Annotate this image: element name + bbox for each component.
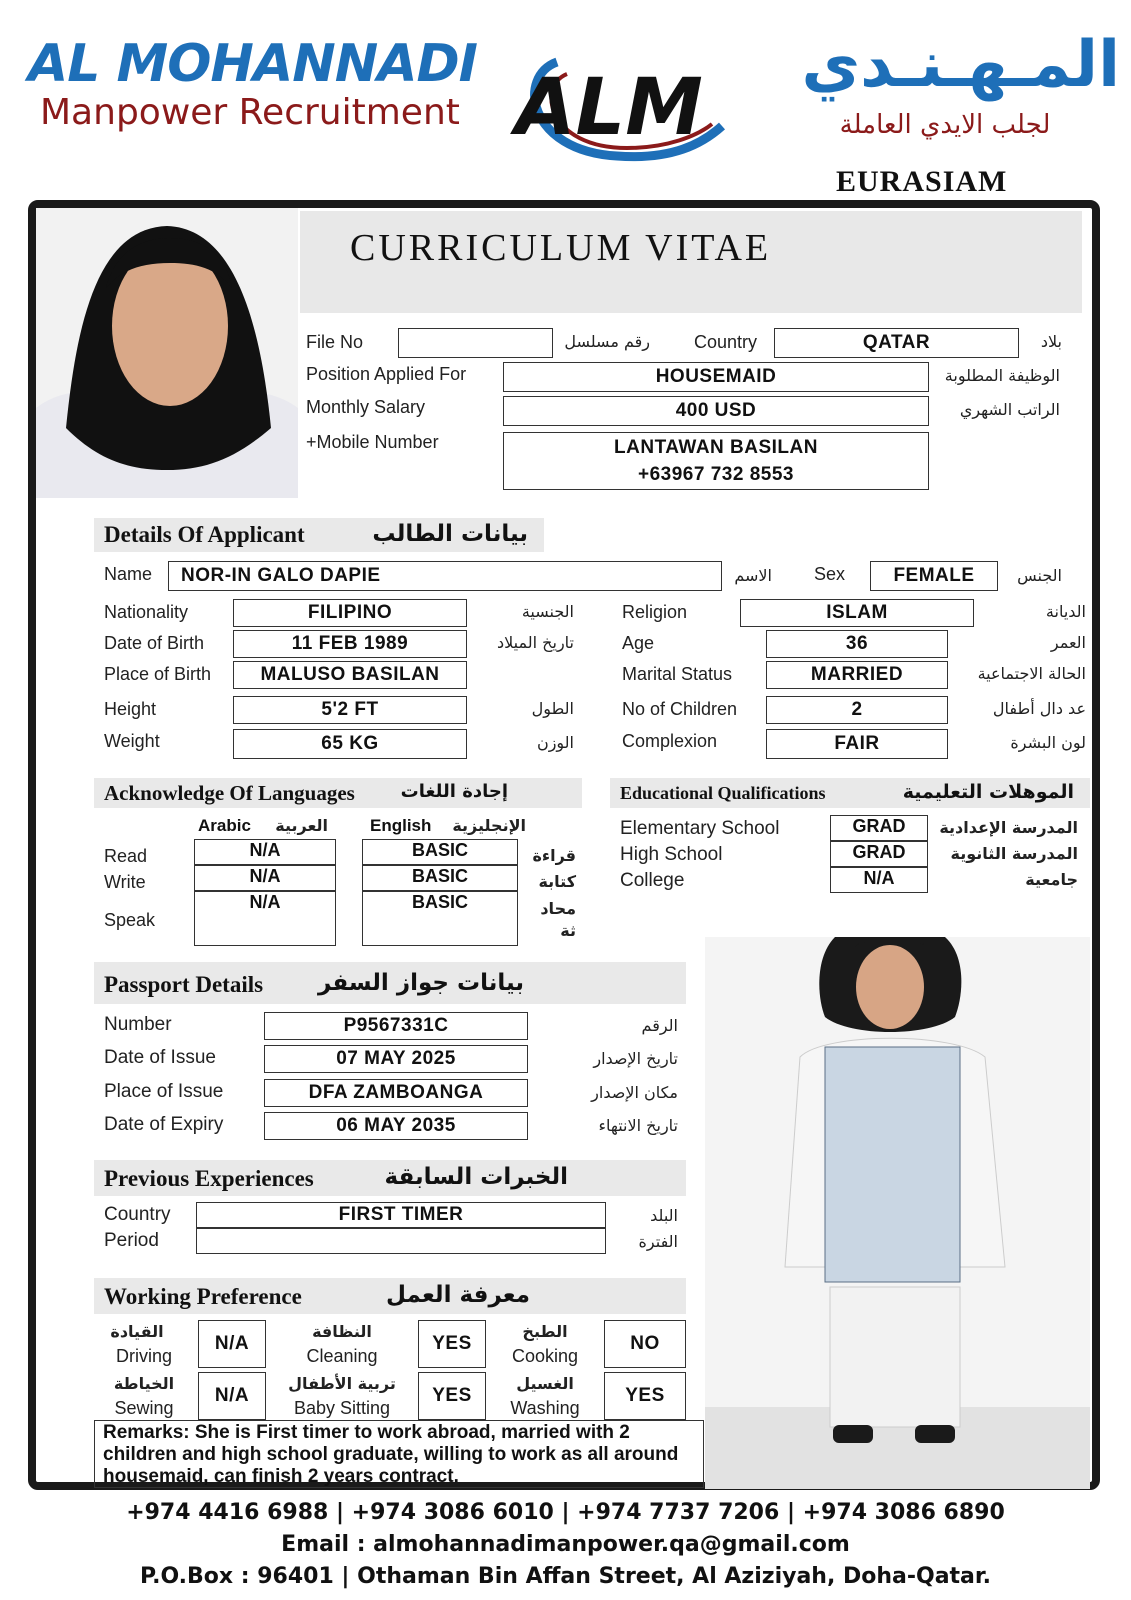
speak-label: Speak	[104, 910, 156, 930]
sex-label-arabic: الجنس	[1017, 566, 1062, 585]
read-label: Read	[104, 846, 148, 866]
elementary-label-arabic: المدرسة الإعدادية	[939, 818, 1078, 837]
highschool-label: High School	[620, 844, 723, 865]
passport-number-label-arabic: الرقم	[641, 1016, 678, 1035]
sex-field: FEMALE	[870, 561, 998, 591]
applicant-section-title-arabic: بيانات الطالب	[372, 521, 528, 547]
languages-section-title: Acknowledge Of Languages	[104, 781, 355, 805]
marital-label: Marital Status	[622, 664, 733, 684]
file-no-field	[398, 328, 553, 358]
company-name-arabic: المـهـنـدي	[801, 28, 1120, 102]
company-name: AL MOHANNADI	[28, 34, 477, 94]
height-field: 5'2 FT	[233, 696, 467, 724]
mobile-line-1: LANTAWAN BASILAN	[614, 437, 818, 458]
preference-section-title: Working Preference	[104, 1284, 302, 1309]
dob-label-arabic: تاريخ الميلاد	[497, 633, 574, 652]
country-field: QATAR	[774, 328, 1019, 358]
experience-section-title: Previous Experiences	[104, 1166, 314, 1191]
english-column-head-arabic: الإنجليزية	[452, 816, 526, 835]
cooking-label: Cooking	[511, 1346, 579, 1366]
college-value: N/A	[830, 867, 928, 893]
baby-sitting-label-arabic: تربية الأطفال	[288, 1374, 396, 1393]
name-field: NOR-IN GALO DAPIE	[168, 561, 722, 591]
baby-sitting-label: Baby Sitting	[293, 1398, 391, 1418]
cleaning-value: YES	[418, 1320, 486, 1368]
marital-label-arabic: الحالة الاجتماعية	[977, 664, 1086, 683]
nationality-field: FILIPINO	[233, 599, 467, 627]
complexion-label-arabic: لون البشرة	[1010, 733, 1086, 752]
driving-label: Driving	[115, 1346, 172, 1366]
footer-phones: +974 4416 6988 | +974 3086 6010 | +974 7737 7206 | +974 3086 6890	[126, 1500, 1005, 1525]
mobile-label: +Mobile Number	[306, 432, 439, 452]
education-section-title: Educational Qualifications	[620, 783, 826, 803]
english-read-cell: BASIC	[362, 839, 518, 865]
weight-label-arabic: الوزن	[536, 733, 574, 752]
passport-number-label: Number	[104, 1014, 172, 1035]
place-of-issue-label-arabic: مكان الإصدار	[591, 1083, 678, 1102]
washing-label-arabic: الغسيل	[516, 1374, 574, 1393]
experience-country-field: FIRST TIMER	[196, 1202, 606, 1228]
dob-field: 11 FEB 1989	[233, 630, 467, 658]
english-column-head: English	[370, 816, 432, 835]
company-tagline: Manpower Recruitment	[40, 92, 460, 133]
sewing-value: N/A	[198, 1372, 266, 1420]
place-of-issue-field: DFA ZAMBOANGA	[264, 1079, 528, 1107]
mobile-line-2: +63967 732 8553	[638, 464, 794, 485]
cooking-label-arabic: الطبخ	[522, 1322, 568, 1341]
position-label-arabic: الوظيفة المطلوبة	[944, 366, 1060, 385]
passport-section-title-arabic: بيانات جواز السفر	[318, 970, 524, 996]
file-no-label: File No	[306, 332, 364, 352]
speak-label-arabic: محاد ثة	[540, 899, 576, 940]
complexion-label: Complexion	[622, 731, 718, 751]
footer-address: P.O.Box : 96401 | Othaman Bin Affan Street, Al Aziziyah, Doha-Qatar.	[140, 1564, 991, 1589]
remarks-box: Remarks: She is First timer to work abroad, married with 2 children and high school graduate, willing to work as all around housemaid, can finish 2 years contract.	[94, 1420, 704, 1488]
passport-number-field: P9567331C	[264, 1012, 528, 1040]
pob-field: MALUSO BASILAN	[233, 661, 467, 689]
arabic-column-head: Arabic	[198, 816, 251, 835]
religion-label: Religion	[622, 602, 688, 622]
complexion-field: FAIR	[766, 729, 948, 759]
religion-label-arabic: الديانة	[1045, 602, 1086, 621]
sewing-label: Sewing	[114, 1398, 174, 1418]
arabic-read-cell: N/A	[194, 839, 336, 865]
english-speak-cell: BASIC	[362, 891, 518, 946]
experience-section-title-arabic: الخبرات السابقة	[384, 1164, 568, 1190]
position-field: HOUSEMAID	[503, 362, 929, 392]
marital-field: MARRIED	[766, 661, 948, 689]
washing-label: Washing	[510, 1398, 580, 1418]
sewing-label-arabic: الخياطة	[113, 1374, 175, 1393]
age-field: 36	[766, 630, 948, 658]
name-label: Name	[104, 564, 153, 584]
elementary-label: Elementary School	[620, 818, 780, 839]
country-label-arabic: بلاد	[1040, 332, 1062, 351]
read-label-arabic: قراءة	[532, 846, 576, 865]
alm-logo-icon	[497, 56, 727, 166]
pob-label: Place of Birth	[104, 664, 212, 684]
date-of-issue-label-arabic: تاريخ الإصدار	[593, 1049, 678, 1068]
dob-label: Date of Birth	[104, 633, 205, 653]
experience-period-field	[196, 1228, 606, 1254]
applicant-section-title: Details Of Applicant	[104, 522, 305, 547]
salary-label: Monthly Salary	[306, 397, 426, 417]
company-tagline-arabic: لجلب الايدي العاملة	[839, 110, 1051, 140]
logo-letters: ALM	[515, 63, 703, 153]
college-label: College	[620, 870, 685, 891]
age-label-arabic: العمر	[1050, 633, 1086, 652]
write-label-arabic: كتابة	[538, 872, 576, 891]
age-label: Age	[622, 633, 655, 653]
agency-name: EURASIAM	[836, 165, 1008, 198]
cleaning-label: Cleaning	[306, 1346, 378, 1366]
cleaning-label-arabic: النظافة	[312, 1322, 372, 1341]
write-label: Write	[104, 872, 146, 892]
date-of-issue-field: 07 MAY 2025	[264, 1045, 528, 1073]
sex-label: Sex	[814, 564, 846, 584]
washing-value: YES	[604, 1372, 686, 1420]
place-of-issue-label: Place of Issue	[104, 1081, 224, 1102]
elementary-value: GRAD	[830, 815, 928, 841]
religion-field: ISLAM	[740, 599, 974, 627]
highschool-value: GRAD	[830, 841, 928, 867]
weight-field: 65 KG	[233, 729, 467, 759]
children-label-arabic: عد دال أطفال	[992, 699, 1086, 718]
applicant-full-body-photo	[705, 937, 1090, 1489]
nationality-label-arabic: الجنسية	[521, 602, 574, 621]
cv-title: CURRICULUM VITAE	[350, 227, 772, 269]
applicant-portrait-photo	[36, 208, 298, 498]
date-of-expiry-label: Date of Expiry	[104, 1114, 224, 1135]
highschool-label-arabic: المدرسة الثانوية	[950, 844, 1078, 863]
languages-section-title-arabic: إجادة اللغات	[400, 781, 508, 802]
date-of-expiry-field: 06 MAY 2035	[264, 1112, 528, 1140]
arabic-speak-cell: N/A	[194, 891, 336, 946]
date-of-issue-label: Date of Issue	[104, 1047, 216, 1068]
salary-label-arabic: الراتب الشهري	[959, 400, 1060, 419]
driving-label-arabic: القيادة	[110, 1322, 164, 1341]
arabic-column-head-arabic: العربية	[275, 816, 328, 835]
footer-email: Email : almohannadimanpower.qa@gmail.com	[281, 1532, 850, 1557]
height-label-arabic: الطول	[531, 699, 574, 718]
height-label: Height	[104, 699, 157, 719]
nationality-label: Nationality	[104, 602, 189, 622]
arabic-write-cell: N/A	[194, 865, 336, 891]
file-no-label-arabic: رقم مسلسل	[564, 332, 650, 351]
date-of-expiry-label-arabic: تاريخ الانتهاء	[598, 1116, 678, 1135]
weight-label: Weight	[104, 731, 160, 751]
experience-country-label: Country	[104, 1204, 171, 1225]
experience-period-label-arabic: الفترة	[638, 1232, 678, 1251]
country-label: Country	[694, 332, 758, 352]
name-label-arabic: الاسم	[734, 566, 772, 585]
education-section-title-arabic: الموهلات التعليمية	[902, 781, 1074, 803]
experience-period-label: Period	[104, 1230, 159, 1251]
position-label: Position Applied For	[306, 364, 467, 384]
mobile-field	[503, 432, 929, 490]
college-label-arabic: جامعية	[1025, 870, 1078, 889]
preference-section-title-arabic: معرفة العمل	[386, 1282, 530, 1308]
english-write-cell: BASIC	[362, 865, 518, 891]
children-label: No of Children	[622, 699, 738, 719]
children-field: 2	[766, 696, 948, 724]
driving-value: N/A	[198, 1320, 266, 1368]
passport-section-title: Passport Details	[104, 972, 264, 997]
baby-sitting-value: YES	[418, 1372, 486, 1420]
cooking-value: NO	[604, 1320, 686, 1368]
experience-country-label-arabic: البلد	[650, 1206, 678, 1225]
salary-field: 400 USD	[503, 396, 929, 426]
